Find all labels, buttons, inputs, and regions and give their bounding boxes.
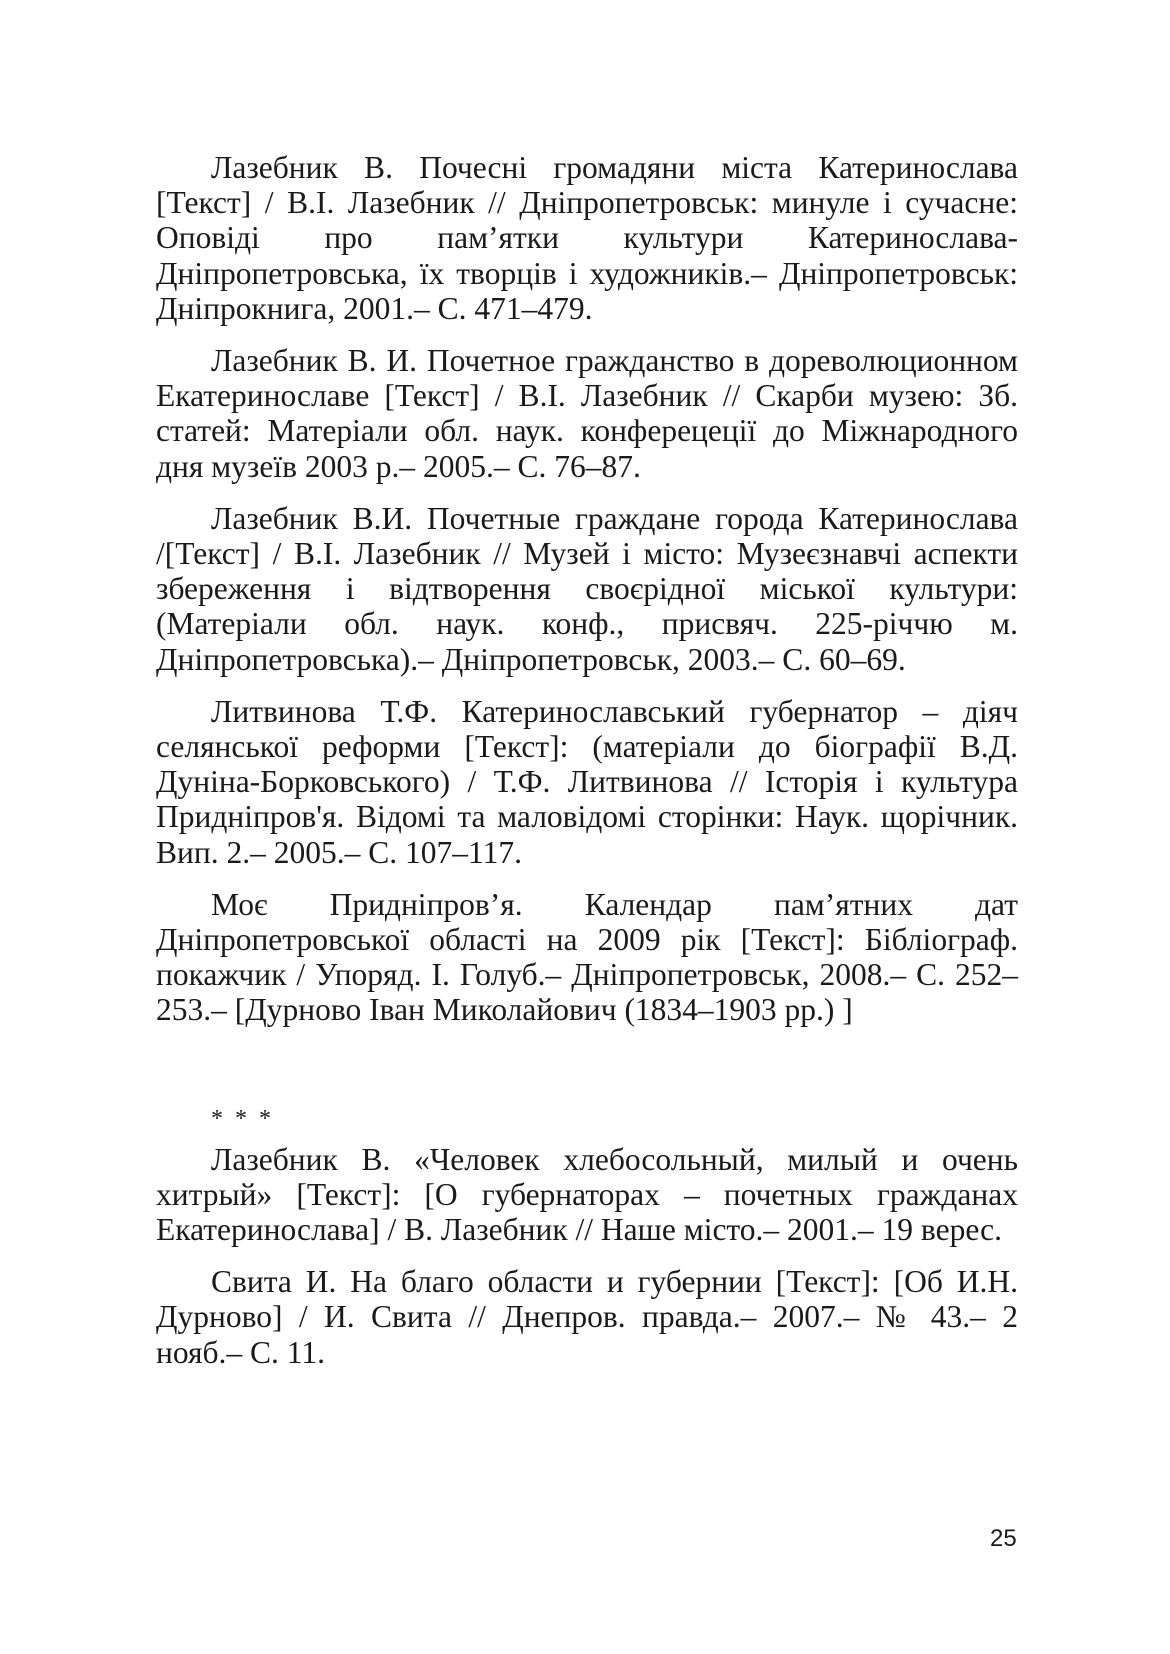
- bibliography-entry: Литвинова Т.Ф. Катеринославський губернатор – діяч селянської реформи [Текст]: (матеріали до біографії В.Д. Дуніна-Борковського) / Т.Ф. Литвинова // Історія і культура Придніпров'я. Відомі та маловідомі сторінки: Наук. щорічник. Вип. 2.– 2005.– С. 107–117.: [156, 693, 1018, 870]
- bibliography-entry: Лазебник В. Почесні громадяни міста Катеринослава [Текст] / В.І. Лазебник // Дніпропетровськ: минуле і сучасне: Оповіді про пам’ятки культури Катеринослава-Дніпропетровська, їх творців і художників.– Дніпропетровськ: Дніпрокнига, 2001.– С. 471–479.: [156, 150, 1018, 326]
- bibliography-entry: Лазебник В.И. Почетные граждане города Катеринослава /[Текст] / В.І. Лазебник // Музей і місто: Музеєзнавчі аспекти збереження і відтворення своєрідної міської культури: (Матеріали обл. наук. конф., присвяч. 225-річчю м. Дніпропетровська).– Дніпропетровськ, 2003.– С. 60–69.: [156, 500, 1018, 677]
- page-number: 25: [990, 1525, 1017, 1552]
- bibliography-entry: Свита И. На благо области и губернии [Текст]: [Об И.Н. Дурново] / И. Свита // Днепров. правда.– 2007.– № 43.– 2 нояб.– С. 11.: [156, 1264, 1018, 1370]
- bibliography-entry: Моє Придніпров’я. Календар пам’ятних дат Дніпропетровської області на 2009 рік [Текст]: Бібліограф. покажчик / Упоряд. І. Голуб.– Дніпропетровськ, 2008.– С. 252–253.– [Дурново Іван Миколайович (1834–1903 рр.) ]: [156, 886, 1018, 1028]
- section-separator: * * *: [211, 1105, 274, 1132]
- bibliography-entry: Лазебник В. И. Почетное гражданство в дореволюционном Екатеринославе [Текст] / В.І. Лазебник // Скарби музею: Зб. статей: Матеріали обл. наук. конферецеції до Міжнародного дня музеїв 2003 р.– 2005.– С. 76–87.: [156, 343, 1018, 484]
- bibliography-page: [156, 150, 1018, 1387]
- bibliography-entry: Лазебник В. «Человек хлебосольный, милый и очень хитрый» [Текст]: [О губернаторах – почетных гражданах Екатеринослава] / В. Лазебник // Наше місто.– 2001.– 19 верес.: [156, 1141, 1018, 1248]
